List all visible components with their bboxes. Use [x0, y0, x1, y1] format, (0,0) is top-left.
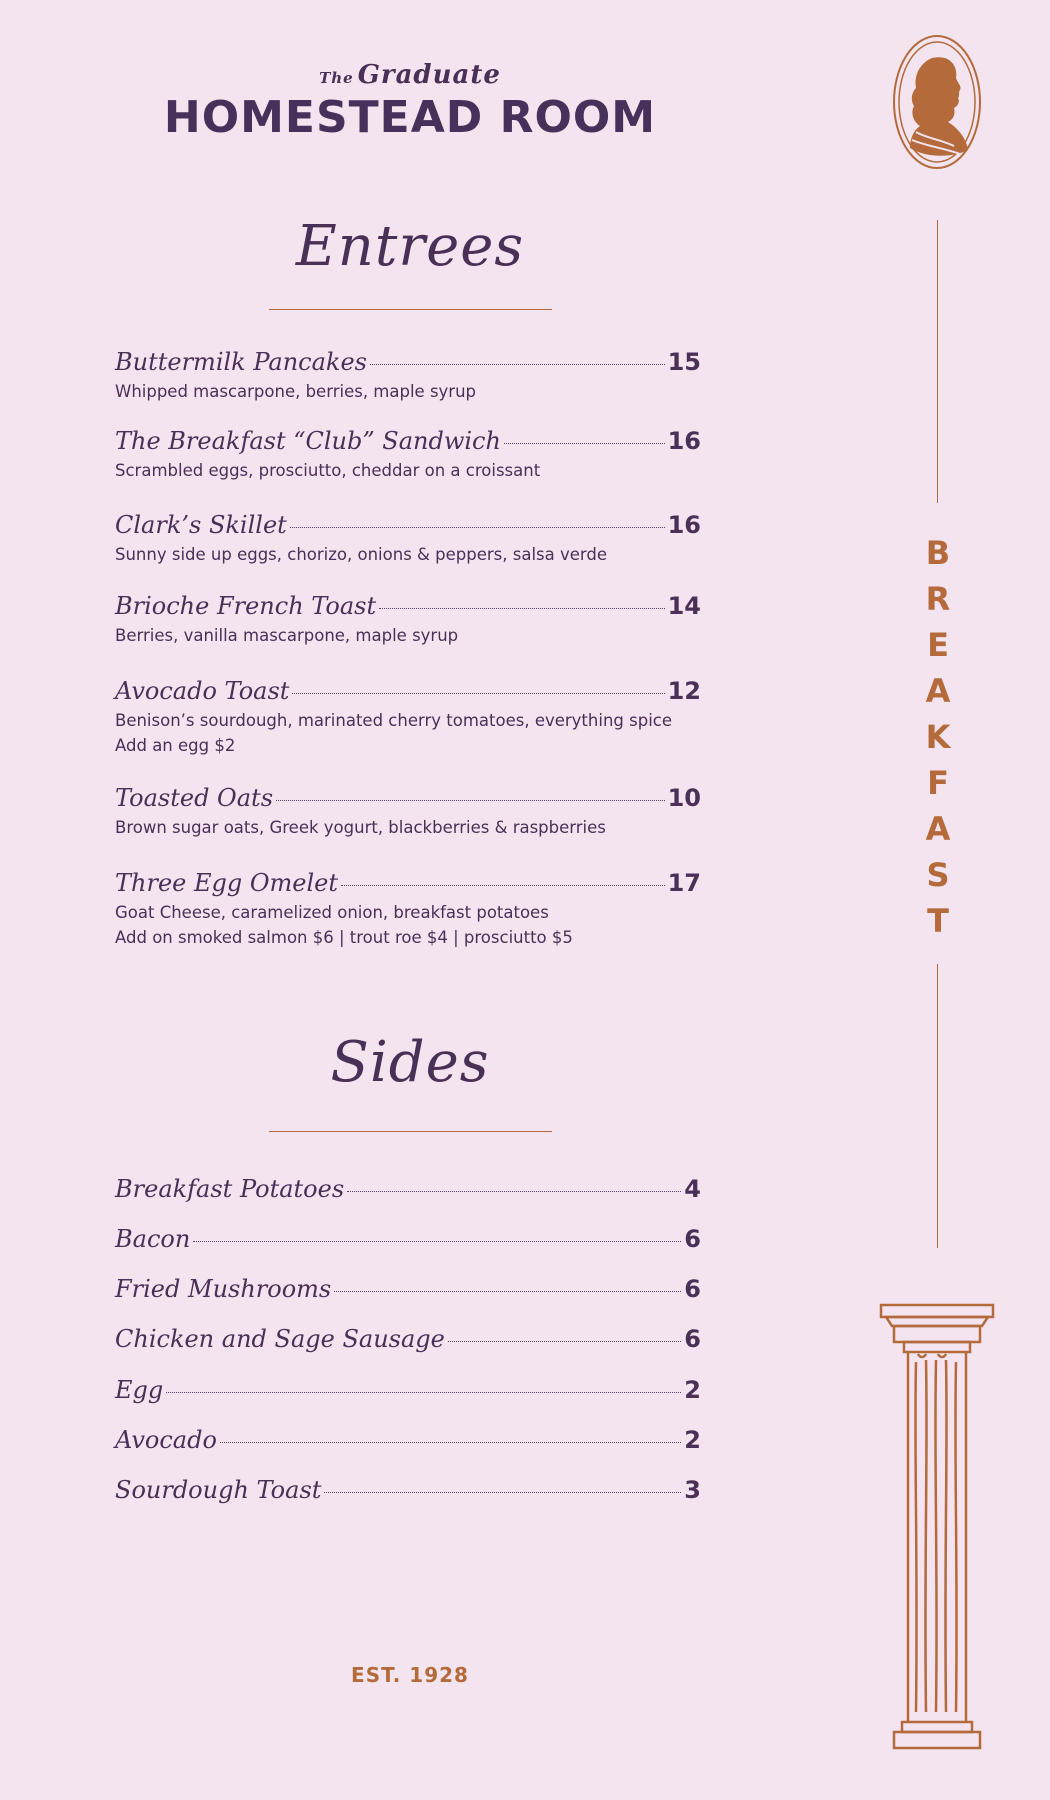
list-item — [115, 1476, 701, 1504]
item-row — [115, 869, 701, 897]
item-row — [115, 784, 701, 812]
item-price: 6 — [684, 1225, 701, 1253]
item-price: 3 — [684, 1476, 701, 1504]
list-item — [115, 592, 701, 648]
list-item — [115, 348, 701, 404]
item-price: 15 — [667, 348, 701, 376]
banner-letter: A — [925, 672, 951, 710]
dotted-leader — [193, 1241, 681, 1242]
banner-letter: A — [925, 810, 951, 848]
item-row — [115, 1325, 701, 1353]
item-row — [115, 348, 701, 376]
breakfast-banner — [905, 530, 971, 944]
item-row — [115, 427, 701, 455]
item-name: The Breakfast “Club” Sandwich — [115, 427, 501, 455]
banner-letter: R — [925, 580, 951, 618]
item-name: Buttermilk Pancakes — [115, 348, 367, 376]
list-item — [115, 1175, 701, 1203]
item-name: Three Egg Omelet — [115, 869, 339, 897]
item-price: 17 — [667, 869, 701, 897]
item-description: Scrambled eggs, prosciutto, cheddar on a croissant — [115, 461, 541, 480]
dotted-leader — [341, 885, 665, 886]
dotted-leader — [370, 364, 665, 365]
list-item — [115, 1426, 701, 1454]
item-price: 16 — [667, 427, 701, 455]
item-description: Brown sugar oats, Greek yogurt, blackberries & raspberries — [115, 818, 606, 837]
banner-letter: T — [927, 902, 949, 940]
item-name: Clark’s Skillet — [115, 511, 287, 539]
list-item — [115, 677, 701, 758]
item-name: Fried Mushrooms — [115, 1275, 332, 1303]
item-description: Benison’s sourdough, marinated cherry tomatoes, everything spice — [115, 711, 672, 730]
restaurant-name: HOMESTEAD ROOM — [163, 92, 657, 143]
list-item — [115, 1325, 701, 1353]
sides-heading: Sides — [330, 1030, 490, 1095]
item-price: 14 — [667, 592, 701, 620]
list-item — [115, 511, 701, 567]
dotted-leader — [324, 1492, 681, 1493]
divider-line-bottom — [937, 964, 938, 1248]
banner-letter: S — [926, 856, 950, 894]
item-row — [115, 511, 701, 539]
dotted-leader — [379, 608, 664, 609]
list-item — [115, 1225, 701, 1253]
list-item — [115, 784, 701, 840]
cameo-portrait-icon — [892, 34, 982, 170]
item-row — [115, 1426, 701, 1454]
banner-letter: F — [927, 764, 949, 802]
item-description: Goat Cheese, caramelized onion, breakfast potatoes — [115, 903, 549, 922]
item-name: Avocado Toast — [115, 677, 290, 705]
item-row — [115, 1275, 701, 1303]
brand-graduate: Graduate — [357, 60, 501, 90]
item-description: Berries, vanilla mascarpone, maple syrup — [115, 626, 459, 645]
dotted-leader — [290, 527, 665, 528]
list-item — [115, 1275, 701, 1303]
item-row — [115, 1225, 701, 1253]
item-row — [115, 1175, 701, 1203]
greek-column-icon — [878, 1302, 996, 1752]
item-name: Brioche French Toast — [115, 592, 377, 620]
item-name: Toasted Oats — [115, 784, 274, 812]
entrees-heading: Entrees — [295, 214, 525, 279]
item-row — [115, 1476, 701, 1504]
brand-the: The — [319, 69, 354, 87]
list-item — [115, 427, 701, 483]
item-name: Bacon — [115, 1225, 191, 1253]
item-price: 4 — [684, 1175, 701, 1203]
dotted-leader — [334, 1291, 681, 1292]
dotted-leader — [292, 693, 664, 694]
item-name: Egg — [115, 1376, 164, 1404]
dotted-leader — [504, 443, 665, 444]
item-name: Sourdough Toast — [115, 1476, 322, 1504]
banner-letter: B — [925, 534, 951, 572]
menu-header — [60, 60, 760, 143]
brand-name — [60, 60, 760, 90]
entrees-rule — [269, 309, 552, 310]
list-item — [115, 869, 701, 950]
established-year: EST. 1928 — [351, 1663, 469, 1687]
item-price: 2 — [684, 1376, 701, 1404]
item-price: 6 — [684, 1275, 701, 1303]
item-price: 16 — [667, 511, 701, 539]
item-name: Breakfast Potatoes — [115, 1175, 345, 1203]
item-row — [115, 677, 701, 705]
item-price: 10 — [667, 784, 701, 812]
item-row — [115, 592, 701, 620]
item-addon: Add on smoked salmon $6 | trout roe $4 | prosciutto $5 — [115, 928, 573, 947]
item-price: 12 — [667, 677, 701, 705]
divider-line-top — [937, 220, 938, 503]
dotted-leader — [276, 800, 665, 801]
item-name: Avocado — [115, 1426, 217, 1454]
dotted-leader — [347, 1191, 681, 1192]
dotted-leader — [166, 1392, 681, 1393]
item-description: Whipped mascarpone, berries, maple syrup — [115, 382, 477, 401]
item-price: 2 — [684, 1426, 701, 1454]
banner-letter: E — [927, 626, 949, 664]
banner-letter: K — [925, 718, 951, 756]
item-row — [115, 1376, 701, 1404]
list-item — [115, 1376, 701, 1404]
sides-rule — [269, 1131, 552, 1132]
dotted-leader — [220, 1442, 681, 1443]
item-price: 6 — [684, 1325, 701, 1353]
item-description: Sunny side up eggs, chorizo, onions & peppers, salsa verde — [115, 545, 608, 564]
dotted-leader — [448, 1341, 681, 1342]
item-name: Chicken and Sage Sausage — [115, 1325, 445, 1353]
item-addon: Add an egg $2 — [115, 736, 236, 755]
